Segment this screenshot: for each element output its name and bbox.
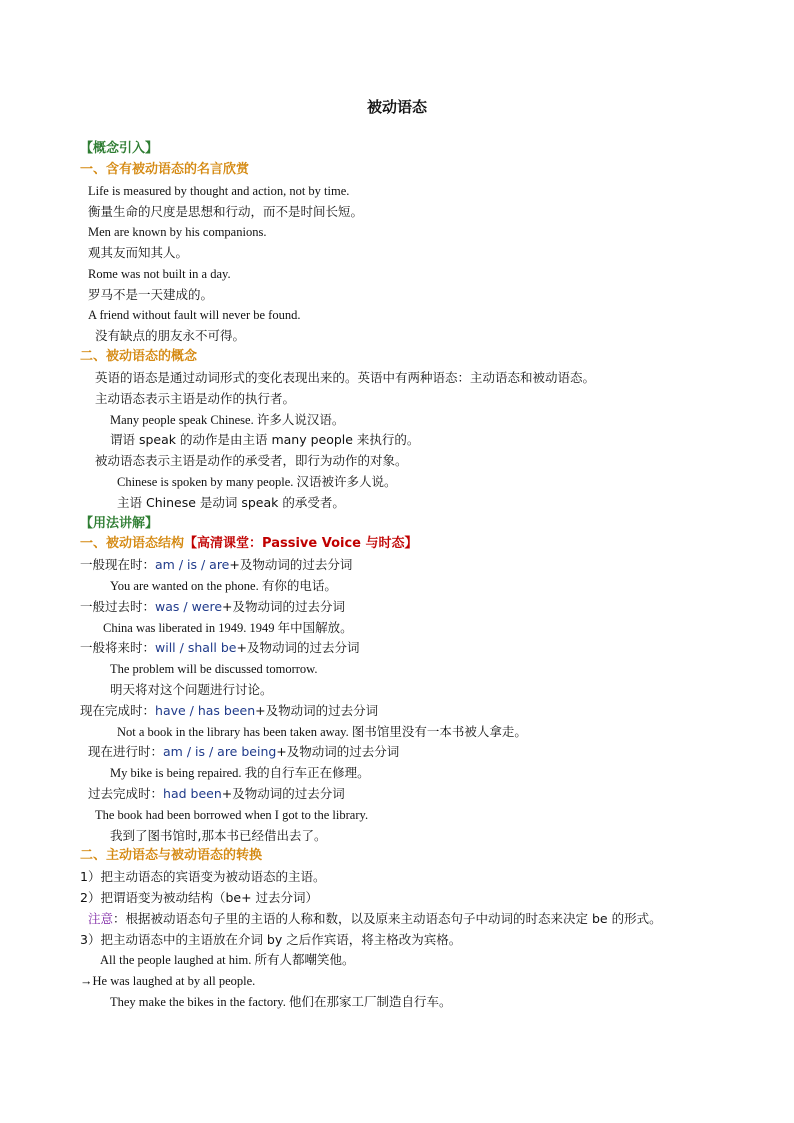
note-label: 注意 [88,911,114,926]
tense-row: 过去完成时：had been+及物动词的过去分词 [88,786,345,801]
conversion-example-2: →He was laughed at by all people. [80,974,256,988]
tense-example: 明天将对这个问题进行讨论。 [110,682,273,697]
quote-cn-1: 衡量生命的尺度是思想和行动，而不是时间长短。 [88,204,364,219]
subheading-structure [80,535,418,553]
section-heading-concept: 【概念引入】 [80,141,159,156]
page-title: 被动语态 [366,98,427,116]
subheading-conversion: 二、主动语态与被动语态的转换 [80,848,263,863]
structure-course-tag: 【高清课堂：Passive Voice 与时态】 [184,536,418,551]
conversion-step-2: 2）把谓语变为被动结构（be+ 过去分词） [80,890,319,905]
note-text: ：根据被动语态句子里的主语的人称和数，以及原来主动语态句子中动词的时态来决定 be 的形式。 [113,911,662,926]
quote-en-1: Life is measured by thought and action, not by time. [88,184,350,198]
structure-title: 一、被动语态结构 [80,536,185,551]
concept-text-4: 被动语态表示主语是动作的承受者，即行为动作的对象。 [95,453,408,468]
concept-text-2: 主动语态表示主语是动作的执行者。 [95,391,296,406]
conversion-example-1: All the people laughed at him. 所有人都嘲笑他。 [100,953,355,967]
tense-row: 现在进行时：am / is / are being+及物动词的过去分词 [88,744,400,759]
conversion-note [88,910,662,928]
conversion-step-3: 3）把主动语态中的主语放在介词 by 之后作宾语，将主格改为宾格。 [80,932,462,947]
quote-cn-2: 观其友而知其人。 [88,245,189,260]
tense-row: 现在完成时：have / has been+及物动词的过去分词 [80,703,379,718]
conversion-example-3: They make the bikes in the factory. 他们在那家工厂制造自行车。 [110,995,452,1009]
tense-example: Not a book in the library has been taken away. 图书馆里没有一本书被人拿走。 [117,725,527,739]
tense-row: 一般过去时：was / were+及物动词的过去分词 [80,599,346,614]
subheading-quotes: 一、含有被动语态的名言欣赏 [80,162,250,177]
tense-example: My bike is being repaired. 我的自行车正在修理。 [110,766,370,780]
tense-row: 一般现在时：am / is / are+及物动词的过去分词 [80,557,353,572]
tense-example: The problem will be discussed tomorrow. [110,662,318,676]
quote-cn-3: 罗马不是一天建成的。 [88,287,214,302]
tense-row: 一般将来时：will / shall be+及物动词的过去分词 [80,640,360,655]
quote-cn-4: 没有缺点的朋友永不可得。 [95,328,246,343]
concept-example-2: Chinese is spoken by many people. 汉语被许多人说。 [117,475,397,489]
conversion-step-1: 1）把主动语态的宾语变为被动语态的主语。 [80,869,326,884]
subheading-concept: 二、被动语态的概念 [80,349,198,364]
concept-text-5: 主语 Chinese 是动词 speak 的承受者。 [117,495,345,510]
concept-example-1: Many people speak Chinese. 许多人说汉语。 [110,413,345,427]
section-heading-usage: 【用法讲解】 [80,516,159,531]
concept-text-1: 英语的语态是通过动词形式的变化表现出来的。英语中有两种语态：主动语态和被动语态。 [95,370,596,385]
tense-example: You are wanted on the phone. 有你的电话。 [110,579,337,593]
tense-example: China was liberated in 1949. 1949 年中国解放。 [103,621,353,635]
quote-en-3: Rome was not built in a day. [88,267,231,281]
tense-example: The book had been borrowed when I got to the library. [95,808,369,822]
tense-example: 我到了图书馆时,那本书已经借出去了。 [110,828,327,843]
concept-text-3: 谓语 speak 的动作是由主语 many people 来执行的。 [110,432,420,447]
quote-en-4: A friend without fault will never be found. [88,308,301,322]
quote-en-2: Men are known by his companions. [88,225,267,239]
